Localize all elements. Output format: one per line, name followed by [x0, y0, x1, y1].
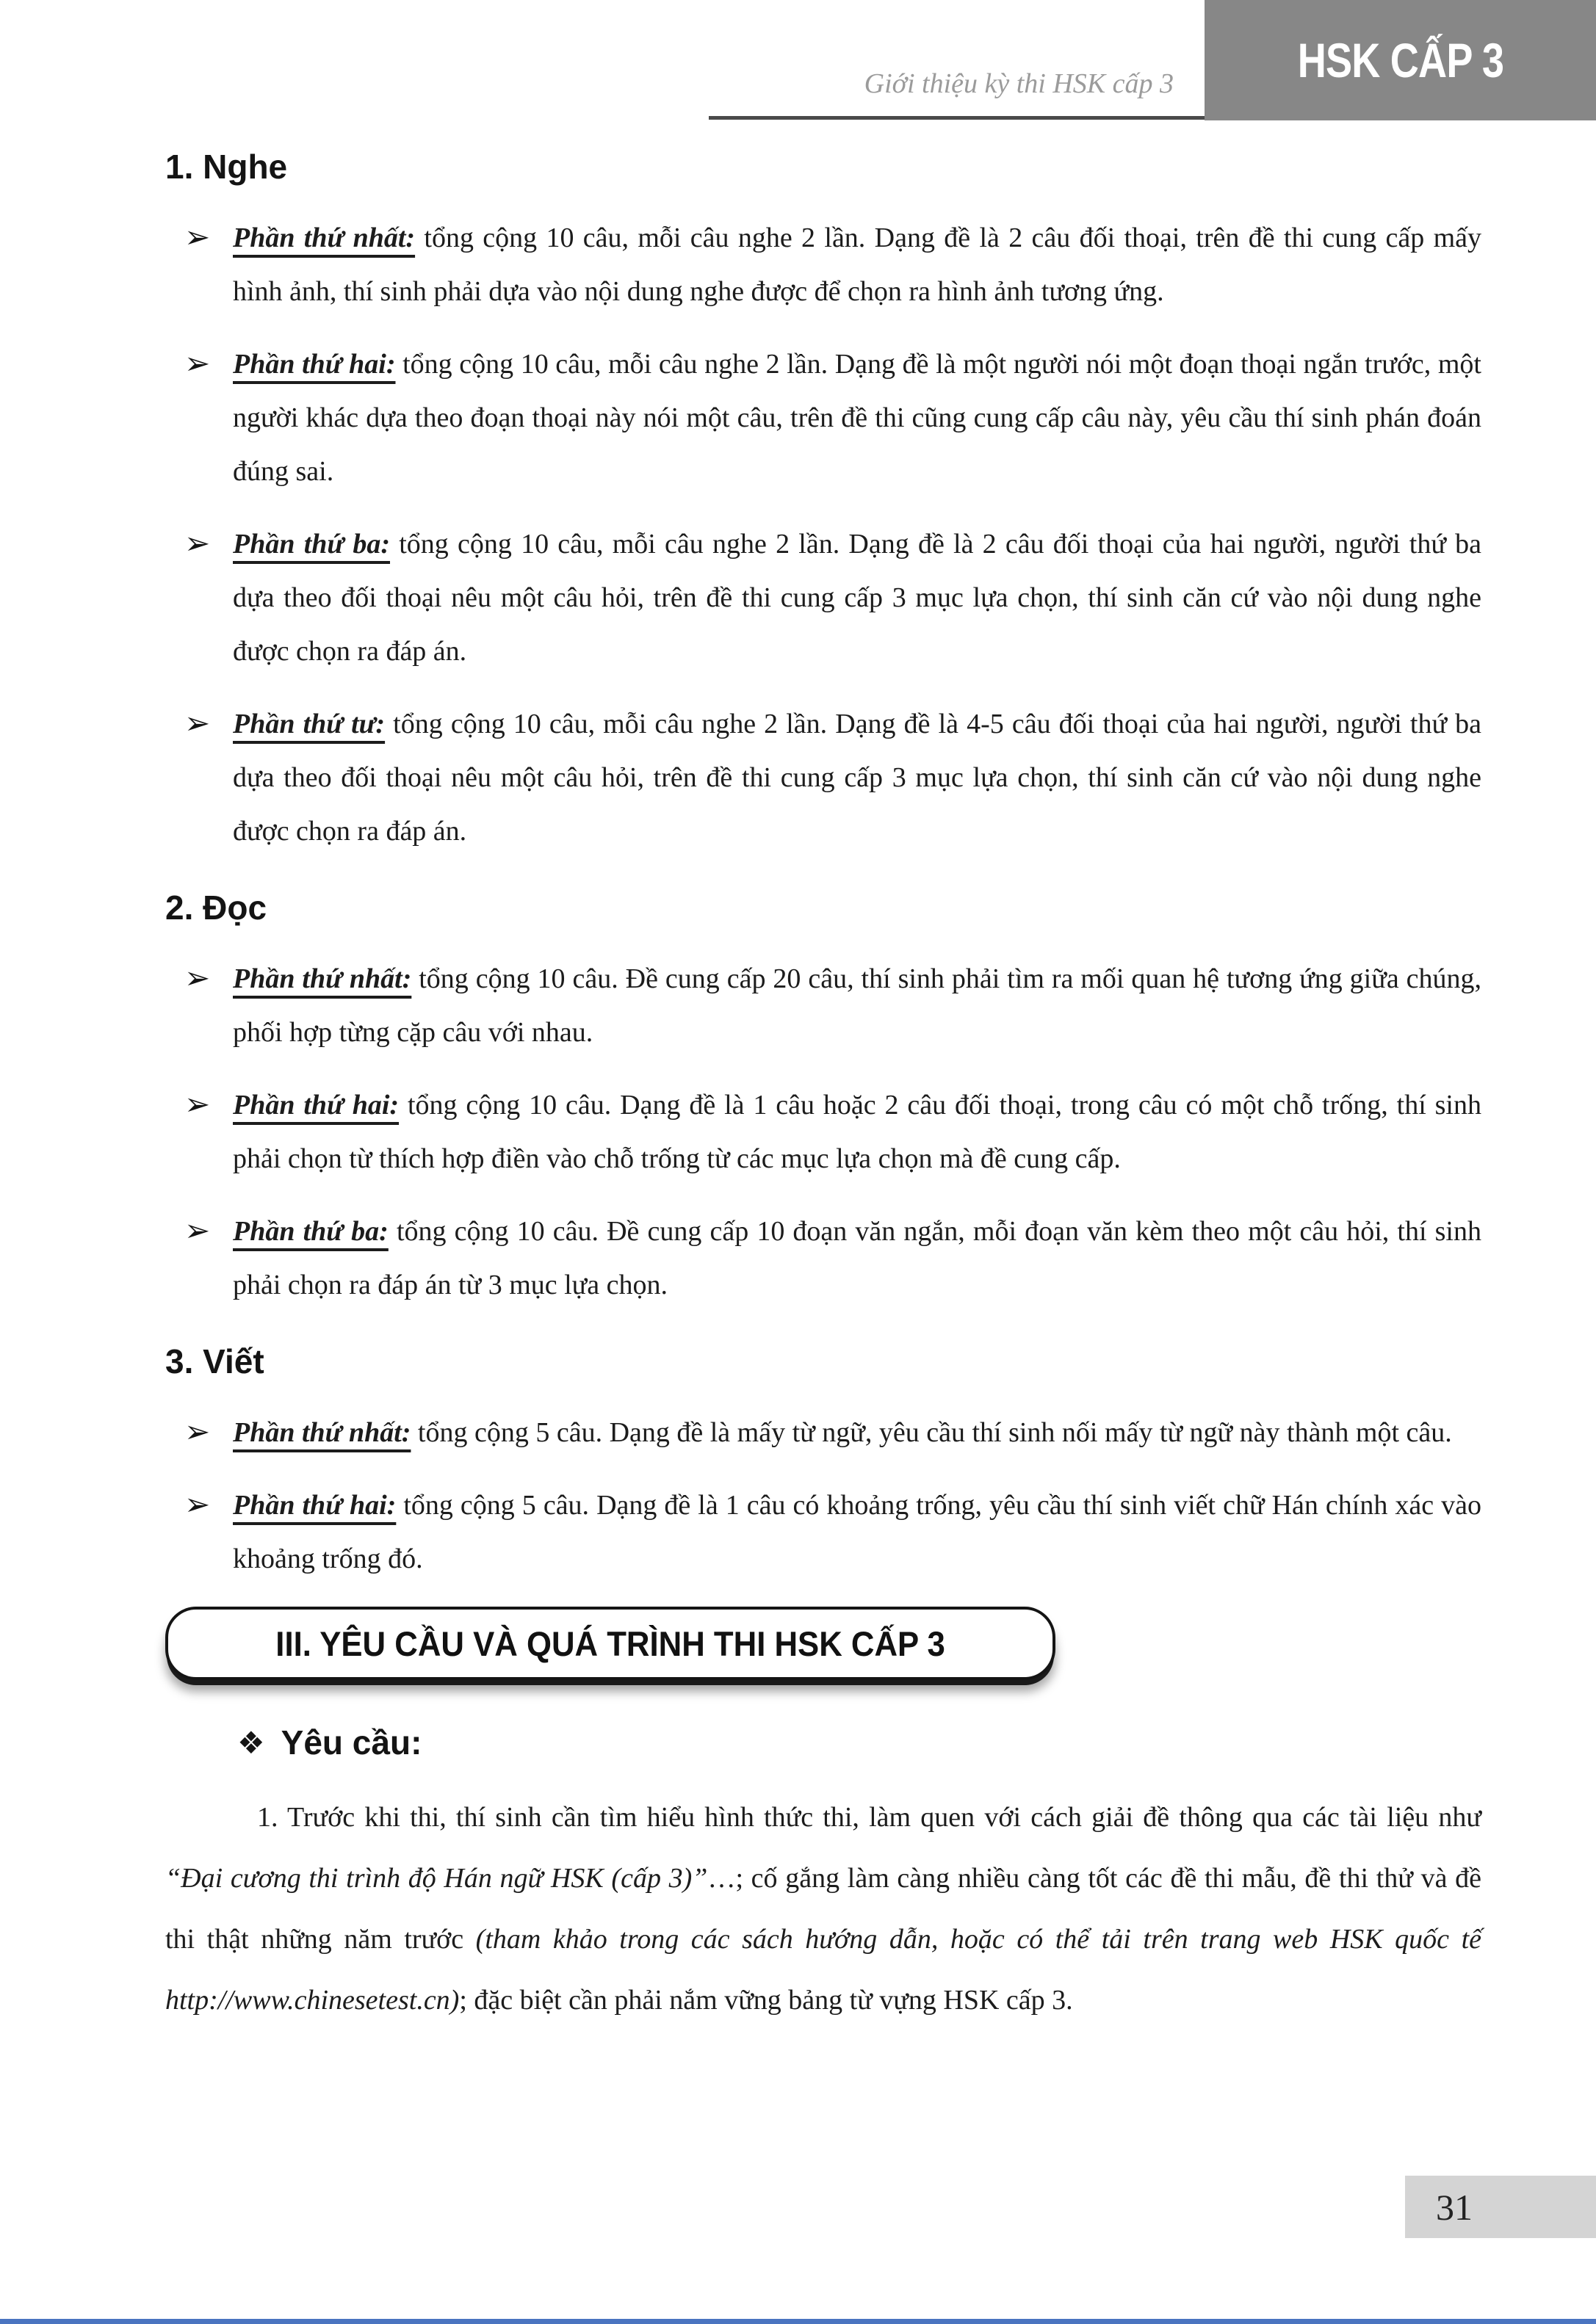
page-number: 31 — [1436, 2186, 1473, 2228]
arrow-bullet-icon: ➢ — [184, 219, 211, 255]
exam-section — [165, 147, 1481, 858]
section-title: 1. Nghe — [165, 148, 288, 186]
paragraph-segment: “Đại cương thi trình độ Hán ngữ HSK (cấp 3)” — [165, 1863, 708, 1894]
item-text: tổng cộng 10 câu. Đề cung cấp 20 câu, thí sinh phải tìm ra mối quan hệ tương ứng giữa chúng, phối hợp từng cặp câu với nhau. — [233, 963, 1482, 1048]
item-text: tổng cộng 10 câu, mỗi câu nghe 2 lần. Dạng đề là 4-5 câu đối thoại của hai người, người thứ ba dựa theo đối thoại nêu một câu hỏi, trên đề thi cung cấp 3 mục lựa chọn, thí sinh căn cứ vào nội dung nghe được chọn ra đáp án. — [233, 709, 1481, 847]
sections-container — [165, 147, 1481, 1586]
section-heading-box — [165, 1607, 1055, 1680]
arrow-bullet-icon: ➢ — [184, 960, 211, 996]
bullet-item — [165, 338, 1481, 499]
item-text: tổng cộng 10 câu, mỗi câu nghe 2 lần. Dạng đề là 2 câu đối thoại, trên đề thi cung cấp mấy hình ảnh, thí sinh phải dựa vào nội dung nghe được để chọn ra hình ảnh tương ứng. — [233, 222, 1481, 307]
paragraph-segment: 1. Trước khi thi, thí sinh cần tìm hiểu hình thức thi, làm quen với cách giải đề thông qua các tài liệu như — [257, 1802, 1481, 1833]
bullet-item — [165, 952, 1481, 1060]
item-label: Phần thứ hai: — [233, 349, 396, 380]
exam-section — [165, 1342, 1481, 1586]
page-number-box — [1405, 2176, 1596, 2238]
requirements-paragraph — [165, 1787, 1481, 2031]
item-text: tổng cộng 10 câu. Dạng đề là 1 câu hoặc 2 câu đối thoại, trong câu có một chỗ trống, thí sinh phải chọn từ thích hợp điền vào chỗ trống từ các mục lựa chọn mà đề cung cấp. — [233, 1090, 1481, 1174]
exam-section — [165, 888, 1481, 1312]
hsk-level-badge — [1205, 0, 1596, 120]
item-label: Phần thứ nhất: — [233, 1417, 411, 1448]
page-content — [165, 140, 1481, 2059]
arrow-bullet-icon: ➢ — [184, 345, 211, 381]
requirements-subheading-label: Yêu cầu: — [281, 1723, 422, 1762]
hsk-level-badge-label: HSK CẤP 3 — [1297, 33, 1503, 87]
bullet-item — [165, 1479, 1481, 1586]
diamond-bullet-icon: ❖ — [237, 1724, 265, 1761]
footer-bar — [0, 2319, 1596, 2324]
item-label: Phần thứ ba: — [233, 1216, 389, 1247]
item-text: tổng cộng 10 câu, mỗi câu nghe 2 lần. Dạng đề là 2 câu đối thoại của hai người, người thứ ba dựa theo đối thoại nêu một câu hỏi, trên đề thi cung cấp 3 mục lựa chọn, thí sinh căn cứ vào nội dung nghe được chọn ra đáp án. — [233, 529, 1481, 667]
section-title: 3. Viết — [165, 1342, 264, 1380]
section-heading-box-label: III. YÊU CẦU VÀ QUÁ TRÌNH THI HSK CẤP 3 — [275, 1623, 945, 1663]
arrow-bullet-icon: ➢ — [184, 705, 211, 741]
paragraph-segment: (tham khảo trong các sách hướng dẫn, hoặc có thể tải trên trang web HSK quốc tế http://www.chinesetest.cn) — [165, 1924, 1482, 2016]
arrow-bullet-icon: ➢ — [184, 1212, 211, 1248]
arrow-bullet-icon: ➢ — [184, 1486, 211, 1522]
arrow-bullet-icon: ➢ — [184, 1086, 211, 1122]
item-label: Phần thứ tư: — [233, 709, 386, 739]
item-label: Phần thứ hai: — [233, 1490, 397, 1521]
section-title: 2. Đọc — [165, 888, 267, 927]
bullet-item — [165, 211, 1481, 319]
bullet-item — [165, 518, 1481, 678]
bullet-item — [165, 1079, 1481, 1186]
bullet-item — [165, 1205, 1481, 1312]
item-text: tổng cộng 10 câu. Đề cung cấp 10 đoạn văn ngắn, mỗi đoạn văn kèm theo một câu hỏi, thí sinh phải chọn ra đáp án từ 3 mục lựa chọn. — [233, 1216, 1481, 1300]
paragraph-segment: …; cố gắng làm càng nhiều càng tốt các đề thi mẫu, đề thi thử và đề thi thật những năm trước — [165, 1863, 1481, 1955]
item-text: tổng cộng 5 câu. Dạng đề là 1 câu có khoảng trống, yêu cầu thí sinh viết chữ Hán chính xác vào khoảng trống đó. — [233, 1490, 1481, 1574]
arrow-bullet-icon: ➢ — [184, 525, 211, 561]
item-label: Phần thứ nhất: — [233, 963, 412, 994]
bullet-item — [165, 698, 1481, 858]
header-divider — [709, 116, 1205, 120]
item-label: Phần thứ ba: — [233, 529, 391, 560]
item-label: Phần thứ nhất: — [233, 222, 416, 253]
running-title: Giới thiệu kỳ thi HSK cấp 3 — [864, 68, 1174, 99]
item-label: Phần thứ hai: — [233, 1090, 400, 1121]
arrow-bullet-icon: ➢ — [184, 1413, 211, 1449]
requirements-subheading — [237, 1723, 1481, 1762]
item-text: tổng cộng 10 câu, mỗi câu nghe 2 lần. Dạng đề là một người nói một đoạn thoại ngắn trước, một người khác dựa theo đoạn thoại này nói một câu, trên đề thi cũng cung cấp câu này, yêu cầu thí sinh phán đoán đúng sai. — [233, 349, 1481, 487]
bullet-item — [165, 1406, 1481, 1460]
item-text: tổng cộng 5 câu. Dạng đề là mấy từ ngữ, yêu cầu thí sinh nối mấy từ ngữ này thành một câu. — [411, 1417, 1452, 1448]
paragraph-segment: ; đặc biệt cần phải nắm vững bảng từ vựng HSK cấp 3. — [459, 1985, 1073, 2016]
